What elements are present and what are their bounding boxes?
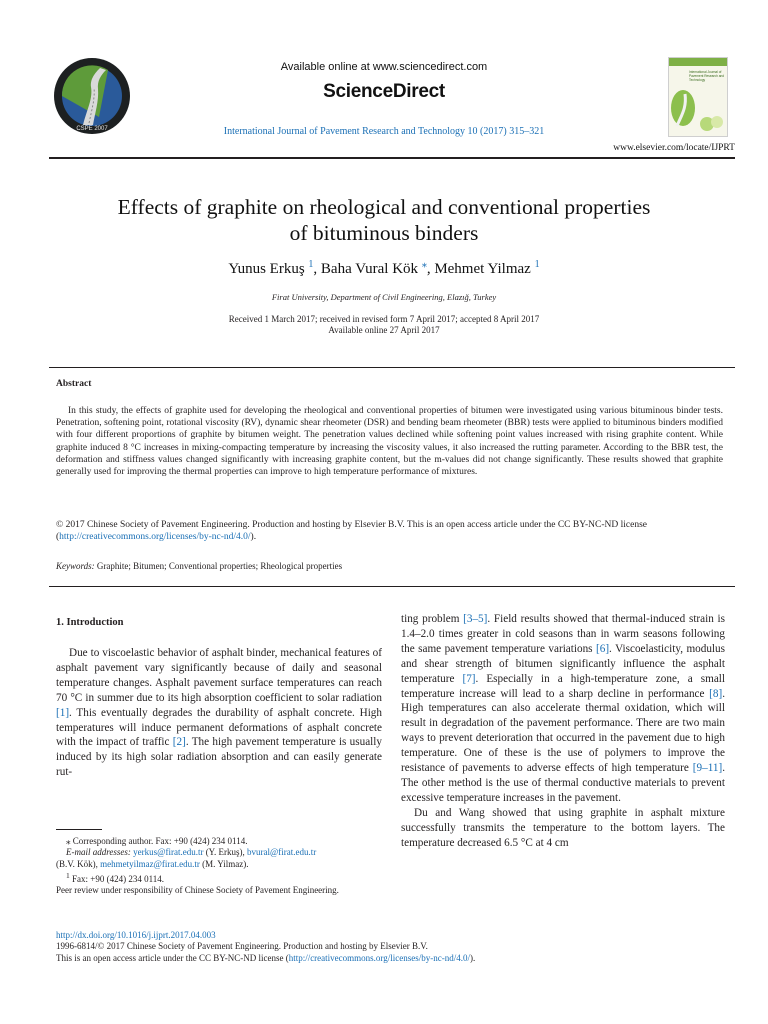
citation-link[interactable]: [3–5] bbox=[463, 613, 488, 625]
citation-link[interactable]: [7] bbox=[462, 672, 476, 685]
intro-paragraph-1 bbox=[56, 646, 382, 780]
doi-link[interactable]: http://dx.doi.org/10.1016/j.ijprt.2017.04.003 bbox=[56, 930, 216, 940]
keywords-list: Graphite; Bitumen; Conventional properties; Rheological properties bbox=[96, 561, 343, 571]
citation-link[interactable]: [1] bbox=[56, 706, 70, 719]
license-text: This is an open access article under the CC BY-NC-ND license ( bbox=[56, 952, 289, 963]
cover-road-illustration bbox=[671, 82, 701, 130]
fax-note bbox=[56, 870, 386, 885]
footnote-divider bbox=[56, 829, 102, 830]
author-separator: , bbox=[426, 261, 435, 277]
email-owner: (Y. Erkuş), bbox=[203, 847, 248, 858]
available-online-text: Available online at www.sciencedirect.com bbox=[280, 61, 488, 73]
body-text: . This eventually degrades the durability of asphalt concrete. High temperatures will induce permanent deformations of asphalt concrete with the impact of traffic bbox=[56, 706, 382, 749]
author-name[interactable]: Baha Vural Kök bbox=[320, 261, 419, 277]
citation-link[interactable]: [9–11] bbox=[692, 762, 723, 775]
body-text: . The high pavement temperature is usually induced by its high solar radiation absorption and can easily generate rut- bbox=[56, 736, 382, 779]
sciencedirect-logo[interactable]: ScienceDirect bbox=[323, 81, 445, 102]
license-line bbox=[56, 953, 736, 964]
article-title bbox=[60, 194, 708, 246]
body-text: Due to viscoelastic behavior of asphalt binder, mechanical features of asphalt pavement vary significantly because of daily and seasonal temperature changes. Asphalt pavement surface temperatures can reach 70 °C in summer due to its high absorption coefficient to solar radiation bbox=[56, 647, 382, 704]
journal-cover-image bbox=[668, 57, 728, 137]
article-footer bbox=[56, 930, 736, 964]
society-logo-text: CSPE 2007 bbox=[76, 126, 108, 132]
title-line-2: of bituminous binders bbox=[289, 221, 479, 245]
citation-link[interactable]: [6] bbox=[596, 642, 610, 655]
author-list bbox=[0, 259, 768, 278]
body-text: ting problem bbox=[401, 613, 464, 625]
author-separator: , bbox=[313, 261, 321, 277]
body-text: . Especially in a high-temperature zone, a small temperature increase will lead to a sharp decline in performance bbox=[401, 672, 726, 700]
email-addresses-note bbox=[56, 847, 386, 858]
author-name[interactable]: Yunus Erkuş bbox=[228, 261, 305, 277]
license-link[interactable]: http://creativecommons.org/licenses/by-nc-nd/4.0/ bbox=[288, 952, 470, 963]
license-end: ). bbox=[469, 952, 476, 963]
intro-paragraph-2 bbox=[401, 806, 725, 851]
keywords-label: Keywords: bbox=[56, 561, 95, 571]
body-text: . Viscoelasticity, modulus and shear strength of bitumen significantly influence the asphalt temperature bbox=[401, 642, 725, 685]
email-link[interactable]: yerkus@firat.edu.tr bbox=[133, 847, 204, 858]
available-online-date: Available online 27 April 2017 bbox=[328, 325, 440, 335]
citation-link[interactable]: [8] bbox=[709, 687, 723, 700]
email-link[interactable]: mehmetyilmaz@firat.edu.tr bbox=[100, 858, 200, 869]
section-heading-introduction: 1. Introduction bbox=[56, 617, 124, 628]
keywords-divider bbox=[49, 586, 735, 587]
journal-citation[interactable]: International Journal of Pavement Research and Technology 10 (2017) 315–321 bbox=[223, 126, 545, 137]
copyright-text: © 2017 Chinese Society of Pavement Engineering. Production and hosting by Elsevier B.V. This is an open access article under the CC BY-NC-ND license ( bbox=[56, 520, 648, 543]
body-column-left bbox=[56, 646, 382, 780]
abstract-body bbox=[56, 405, 723, 478]
author-affiliation: Firat University, Department of Civil Engineering, Elazığ, Turkey bbox=[271, 292, 497, 302]
header-divider bbox=[49, 157, 735, 159]
author-mark[interactable]: 1 bbox=[308, 259, 314, 270]
email-owner: (M. Yilmaz). bbox=[199, 858, 249, 869]
body-column-right bbox=[401, 612, 725, 851]
author-name[interactable]: Mehmet Yilmaz bbox=[434, 261, 531, 277]
citation-link[interactable]: [2] bbox=[172, 736, 186, 749]
abstract-divider bbox=[49, 367, 735, 368]
copyright-end: ). bbox=[250, 532, 257, 543]
body-text: . High temperatures can also accelerate thermal oxidation, which will result in degradation of the pavement performance. There are two main ways to prevent deterioration that occurred in the pavement due to high temperature. One of these is the use of polymers to improve the resistance of pavements to adverse effects of high temperature bbox=[401, 687, 725, 775]
elsevier-locate-url[interactable]: www.elsevier.com/locate/IJPRT bbox=[613, 143, 735, 153]
body-text: Du and Wang showed that using graphite in asphalt mixture successfully transmits the temperature to the bottom layers. The temperature decreased 6.5 °C at 4 cm bbox=[401, 806, 725, 849]
cover-decoration bbox=[699, 114, 725, 132]
footnotes bbox=[56, 836, 386, 896]
abstract-copyright bbox=[56, 519, 723, 543]
abstract-heading: Abstract bbox=[56, 379, 92, 389]
email-label: E-mail addresses: bbox=[66, 847, 131, 858]
received-line: Received 1 March 2017; received in revised form 7 April 2017; accepted 8 April 2017 bbox=[228, 314, 540, 324]
abstract-paragraph: In this study, the effects of graphite used for developing the rheological and conventional properties of bitumen were investigated using various bituminous binder tests. Penetration, softening point, rotational viscosity (RV), dynamic shear rheometer (DSR) and bending beam rheometer (BBR) tests were applied to bituminous binders modified with four different proportions of graphite by bitumen weight. The penetration values declined while softening point values increased with rising graphite content. While graphite induced 8 °C increases in mixing-compacting temperature by increasing the viscosity values, it also increased the rutting parameter. According to the BBR test, the deformation and stiffness values changed significantly with increasing graphite content, but the m-values did not change significantly. These results showed that graphite generally used for improving the thermal properties can improve to high temperature performance of mixtures. bbox=[56, 406, 723, 478]
body-text: . Field results showed that thermal-induced strain is 1.4–2.0 times greater in cold seasons than in warm seasons following the same pavement temperature variations bbox=[401, 613, 726, 655]
author-mark[interactable]: ⁎ bbox=[421, 259, 427, 270]
received-dates bbox=[0, 314, 768, 336]
keywords bbox=[56, 561, 342, 571]
body-text: . The other method is the use of thermal conductive materials to prevent excessive temperature increases in the pavement. bbox=[401, 762, 725, 804]
corresponding-author-note: ⁎ Corresponding author. Fax: +90 (424) 234 0114. bbox=[66, 836, 248, 846]
fax-text: Fax: +90 (424) 234 0114. bbox=[72, 873, 164, 884]
cc-license-link[interactable]: http://creativecommons.org/licenses/by-nc-nd/4.0/ bbox=[59, 532, 251, 543]
email-addresses-note-continued bbox=[56, 859, 386, 870]
title-line-1: Effects of graphite on rheological and conventional properties bbox=[117, 195, 651, 219]
intro-paragraph-1-continued bbox=[401, 612, 725, 806]
author-mark[interactable]: 1 bbox=[534, 259, 540, 270]
peer-review-note: Peer review under responsibility of Chinese Society of Pavement Engineering. bbox=[56, 885, 339, 896]
issn-line: 1996-6814/© 2017 Chinese Society of Pavement Engineering. Production and hosting by Elsevier B.V. bbox=[56, 941, 428, 952]
fax-mark: 1 bbox=[66, 870, 70, 880]
email-owner: (B.V. Kök), bbox=[56, 858, 101, 869]
email-link[interactable]: bvural@firat.edu.tr bbox=[247, 847, 317, 858]
journal-cover-title: International Journal of Pavement Research and Technology bbox=[689, 70, 725, 82]
